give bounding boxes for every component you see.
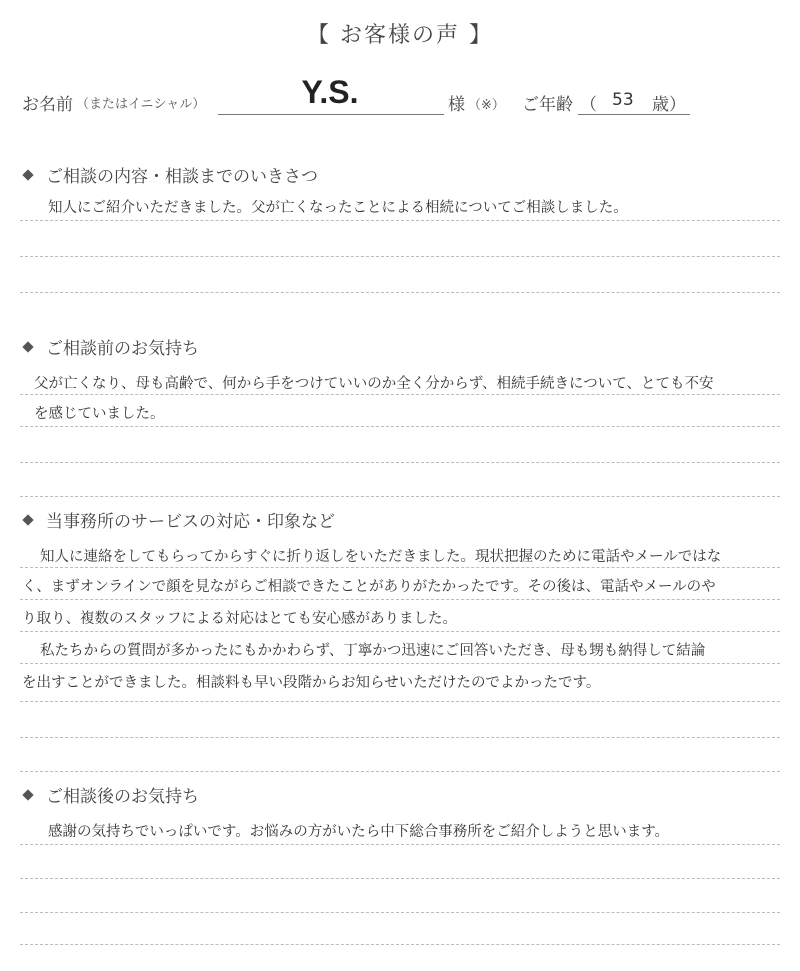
- name-underline: [218, 114, 444, 115]
- ruled-line: [20, 631, 780, 632]
- ruled-line: [20, 496, 780, 497]
- name-suffix: 様: [448, 95, 465, 115]
- section-heading: [20, 334, 199, 359]
- ruled-line: [20, 663, 780, 664]
- ruled-line: [20, 701, 780, 702]
- name-note: （※）: [468, 98, 505, 113]
- section-heading-text: ご相談前のお気持ち: [46, 339, 199, 359]
- diamond-bullet-icon: [22, 341, 33, 352]
- name-label: お名前: [22, 95, 73, 115]
- ruled-line: [20, 567, 780, 568]
- section-heading-text: ご相談の内容・相談までのいきさつ: [46, 167, 318, 187]
- name-value: Y.S.: [301, 74, 359, 110]
- name-sub-label: （またはイニシャル）: [76, 97, 206, 112]
- age-value: 53: [612, 90, 634, 110]
- ruled-line: [20, 878, 780, 879]
- page-title: 【 お客様の声 】: [307, 23, 493, 48]
- text-line: を出すことができました。相談料も早い段階からお知らせいただけたのでよかったです。: [22, 675, 601, 691]
- ruled-line: [20, 426, 780, 427]
- age-underline: [578, 114, 690, 115]
- ruled-line: [20, 737, 780, 738]
- section-inquiry: [0, 162, 800, 322]
- section-before: [0, 334, 800, 504]
- diamond-bullet-icon: [22, 169, 33, 180]
- section-heading-text: 当事務所のサービスの対応・印象など: [46, 512, 335, 532]
- ruled-line: [20, 912, 780, 913]
- section-heading: [20, 162, 318, 187]
- age-unit: 歳）: [652, 95, 686, 115]
- section-after: [0, 782, 800, 962]
- text-line: を感じていました。: [34, 406, 165, 422]
- text-line: 知人に連絡をしてもらってからすぐに折り返しをいただきました。現状把握のために電話やメールではな: [40, 549, 722, 565]
- section-heading-text: ご相談後のお気持ち: [46, 787, 199, 807]
- ruled-line: [20, 599, 780, 600]
- text-line: 私たちからの質問が多かったにもかかわらず、丁寧かつ迅速にご回答いただき、母も甥も納得して結論: [40, 643, 706, 659]
- section-heading: [20, 782, 199, 807]
- age-label: ご年齢: [522, 95, 573, 115]
- text-line: く、まずオンラインで顔を見ながらご相談できたことがありがたかったです。その後は、電話やメールのや: [22, 579, 716, 595]
- ruled-line: [20, 256, 780, 257]
- ruled-line: [20, 462, 780, 463]
- text-line: 知人にご紹介いただきました。父が亡くなったことによる相続についてご相談しました。: [48, 200, 628, 216]
- ruled-line: [20, 220, 780, 221]
- section-heading: [20, 507, 335, 532]
- text-line: り取り、複数のスタッフによる対応はとても安心感がありました。: [22, 611, 457, 627]
- ruled-line: [20, 944, 780, 945]
- age-open-paren: （: [580, 95, 597, 115]
- text-line: 父が亡くなり、母も高齢で、何から手をつけていいのか全く分からず、相続手続きについて、とても不安: [34, 376, 714, 392]
- section-service: [0, 507, 800, 777]
- ruled-line: [20, 771, 780, 772]
- ruled-line: [20, 292, 780, 293]
- ruled-line: [20, 394, 780, 395]
- diamond-bullet-icon: [22, 514, 33, 525]
- diamond-bullet-icon: [22, 789, 33, 800]
- name-age-row: [0, 0, 800, 130]
- text-line: 感謝の気持ちでいっぱいです。お悩みの方がいたら中下総合事務所をご紹介しようと思います。: [48, 824, 670, 840]
- ruled-line: [20, 844, 780, 845]
